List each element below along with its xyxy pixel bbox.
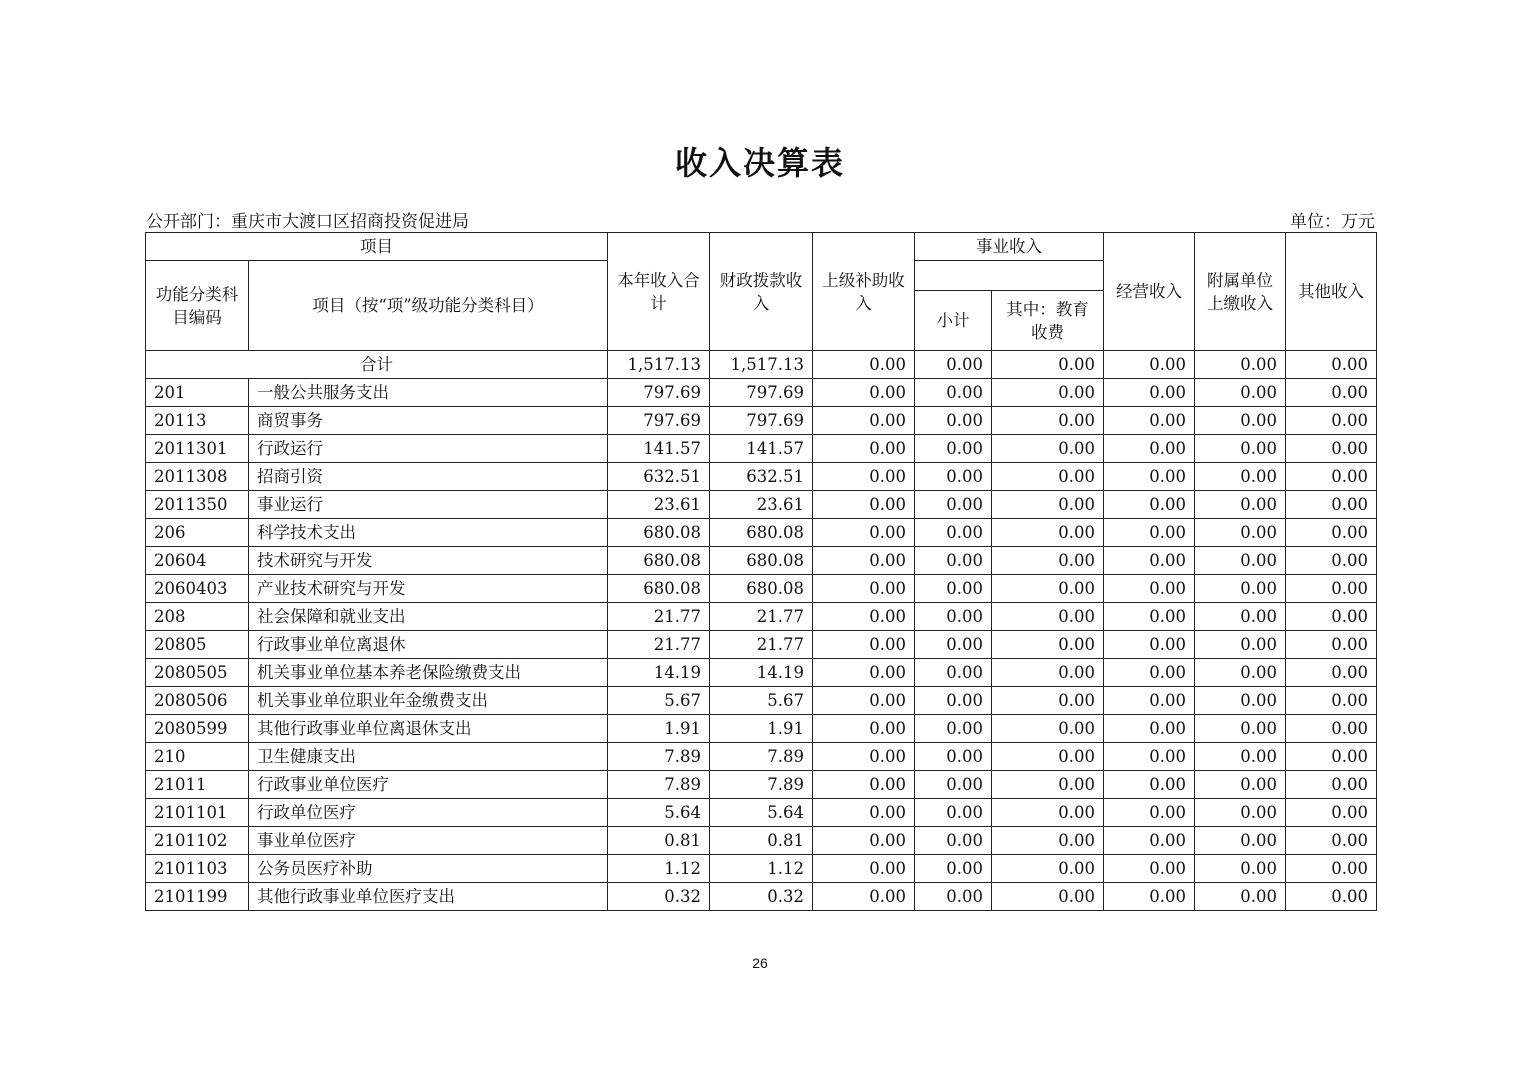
- row-value: 0.00: [992, 799, 1104, 827]
- row-value: 0.00: [1195, 491, 1286, 519]
- row-name: 一般公共服务支出: [249, 379, 608, 407]
- row-value: 0.00: [813, 799, 915, 827]
- row-value: 0.00: [813, 407, 915, 435]
- row-value: 0.00: [813, 631, 915, 659]
- row-value: 0.00: [1195, 407, 1286, 435]
- row-name: 其他行政事业单位医疗支出: [249, 883, 608, 911]
- row-value: 0.00: [992, 743, 1104, 771]
- total-value: 0.00: [1286, 351, 1377, 379]
- row-value: 1.91: [608, 715, 710, 743]
- row-value: 0.81: [710, 827, 813, 855]
- row-value: 797.69: [710, 407, 813, 435]
- table-row: [146, 519, 1377, 547]
- row-code: 2011301: [146, 435, 249, 463]
- row-value: 7.89: [710, 771, 813, 799]
- row-value: 0.00: [915, 743, 992, 771]
- row-value: 0.00: [1104, 827, 1195, 855]
- row-value: 21.77: [710, 631, 813, 659]
- row-value: 1.91: [710, 715, 813, 743]
- row-name: 行政事业单位医疗: [249, 771, 608, 799]
- row-value: 0.00: [813, 575, 915, 603]
- row-value: 0.00: [1195, 855, 1286, 883]
- row-code: 2101103: [146, 855, 249, 883]
- table-row: [146, 687, 1377, 715]
- row-value: 680.08: [608, 575, 710, 603]
- row-value: 0.00: [1104, 799, 1195, 827]
- row-value: 797.69: [608, 379, 710, 407]
- row-value: 0.00: [992, 435, 1104, 463]
- row-value: 141.57: [608, 435, 710, 463]
- department-label: 公开部门：重庆市大渡口区招商投资促进局: [146, 212, 469, 232]
- row-name: 行政事业单位离退休: [249, 631, 608, 659]
- row-value: 0.00: [1286, 519, 1377, 547]
- table-row: [146, 407, 1377, 435]
- row-value: 0.00: [992, 603, 1104, 631]
- row-value: 0.00: [992, 687, 1104, 715]
- row-name: 招商引资: [249, 463, 608, 491]
- row-name: 行政单位医疗: [249, 799, 608, 827]
- row-name: 机关事业单位基本养老保险缴费支出: [249, 659, 608, 687]
- row-code: 2080505: [146, 659, 249, 687]
- table-row: [146, 491, 1377, 519]
- row-value: 0.00: [915, 883, 992, 911]
- row-value: 0.00: [813, 687, 915, 715]
- table-row: [146, 379, 1377, 407]
- header-superior: 上级补助收入: [813, 233, 915, 351]
- row-name: 公务员医疗补助: [249, 855, 608, 883]
- row-value: 0.00: [813, 491, 915, 519]
- total-value: 0.00: [1195, 351, 1286, 379]
- row-value: 0.00: [1104, 575, 1195, 603]
- total-value: 1,517.13: [710, 351, 813, 379]
- row-value: 0.00: [1195, 463, 1286, 491]
- row-value: 0.00: [1286, 547, 1377, 575]
- row-code: 2080599: [146, 715, 249, 743]
- table-row: [146, 883, 1377, 911]
- row-value: 0.81: [608, 827, 710, 855]
- row-value: 1.12: [710, 855, 813, 883]
- row-value: 0.00: [915, 603, 992, 631]
- row-value: 632.51: [608, 463, 710, 491]
- row-value: 0.00: [1286, 883, 1377, 911]
- row-name: 卫生健康支出: [249, 743, 608, 771]
- row-value: 0.00: [1195, 883, 1286, 911]
- row-value: 0.00: [992, 575, 1104, 603]
- row-value: 680.08: [710, 547, 813, 575]
- row-value: 5.64: [608, 799, 710, 827]
- table-row: [146, 547, 1377, 575]
- row-value: 7.89: [608, 743, 710, 771]
- row-name: 科学技术支出: [249, 519, 608, 547]
- total-value: 1,517.13: [608, 351, 710, 379]
- row-value: 0.00: [813, 435, 915, 463]
- row-value: 5.67: [608, 687, 710, 715]
- row-value: 0.00: [1286, 407, 1377, 435]
- row-value: 0.00: [813, 883, 915, 911]
- row-value: 0.00: [1104, 715, 1195, 743]
- row-value: 0.00: [1195, 659, 1286, 687]
- row-code: 208: [146, 603, 249, 631]
- row-code: 206: [146, 519, 249, 547]
- row-code: 2011350: [146, 491, 249, 519]
- page-number: 26: [752, 955, 768, 971]
- row-value: 0.00: [1104, 603, 1195, 631]
- row-value: 0.00: [915, 659, 992, 687]
- row-value: 0.00: [1104, 771, 1195, 799]
- header-business: 事业收入: [915, 233, 1104, 261]
- row-value: 0.00: [992, 407, 1104, 435]
- row-value: 7.89: [710, 743, 813, 771]
- row-value: 0.00: [915, 631, 992, 659]
- row-code: 2101199: [146, 883, 249, 911]
- row-value: 0.00: [813, 743, 915, 771]
- row-value: 0.00: [1195, 743, 1286, 771]
- table-row: [146, 743, 1377, 771]
- row-value: 0.00: [992, 491, 1104, 519]
- table-row: [146, 463, 1377, 491]
- row-value: 632.51: [710, 463, 813, 491]
- row-value: 0.00: [915, 407, 992, 435]
- header-operating: 经营收入: [1104, 233, 1195, 351]
- header-fiscal: 财政拨款收入: [710, 233, 813, 351]
- row-value: 0.00: [1195, 799, 1286, 827]
- row-code: 20604: [146, 547, 249, 575]
- row-value: 0.00: [813, 827, 915, 855]
- row-value: 0.00: [1195, 435, 1286, 463]
- row-value: 0.00: [915, 687, 992, 715]
- row-value: 0.00: [1104, 883, 1195, 911]
- row-value: 0.00: [992, 379, 1104, 407]
- total-value: 0.00: [1104, 351, 1195, 379]
- row-value: 0.00: [1286, 827, 1377, 855]
- row-value: 0.00: [1104, 491, 1195, 519]
- row-value: 7.89: [608, 771, 710, 799]
- row-code: 201: [146, 379, 249, 407]
- row-name: 社会保障和就业支出: [249, 603, 608, 631]
- row-value: 0.00: [1195, 603, 1286, 631]
- table-row: [146, 659, 1377, 687]
- header-project: 项目: [146, 233, 608, 261]
- header-code: 功能分类科目编码: [146, 261, 249, 351]
- header-total-income: 本年收入合计: [608, 233, 710, 351]
- row-value: 0.00: [915, 547, 992, 575]
- row-name: 技术研究与开发: [249, 547, 608, 575]
- row-value: 1.12: [608, 855, 710, 883]
- row-value: 0.00: [813, 771, 915, 799]
- row-value: 0.00: [1286, 715, 1377, 743]
- row-name: 行政运行: [249, 435, 608, 463]
- row-value: 680.08: [608, 547, 710, 575]
- row-value: 0.00: [1286, 659, 1377, 687]
- table-row: [146, 631, 1377, 659]
- total-value: 0.00: [992, 351, 1104, 379]
- row-value: 0.00: [1195, 379, 1286, 407]
- table-row: [146, 603, 1377, 631]
- income-table: [145, 232, 1377, 911]
- row-value: 5.67: [710, 687, 813, 715]
- row-code: 21011: [146, 771, 249, 799]
- row-value: 0.00: [1286, 799, 1377, 827]
- row-value: 0.00: [915, 827, 992, 855]
- total-row: [146, 351, 1377, 379]
- row-value: 0.00: [1195, 519, 1286, 547]
- row-value: 0.00: [992, 631, 1104, 659]
- row-name: 事业单位医疗: [249, 827, 608, 855]
- row-name: 商贸事务: [249, 407, 608, 435]
- total-value: 0.00: [915, 351, 992, 379]
- row-value: 0.00: [992, 547, 1104, 575]
- row-value: 0.00: [992, 827, 1104, 855]
- table-row: [146, 435, 1377, 463]
- row-value: 680.08: [608, 519, 710, 547]
- row-value: 0.00: [992, 463, 1104, 491]
- row-value: 0.00: [1195, 771, 1286, 799]
- row-value: 0.00: [1104, 687, 1195, 715]
- row-value: 0.00: [1286, 631, 1377, 659]
- row-value: 0.00: [915, 575, 992, 603]
- row-value: 680.08: [710, 575, 813, 603]
- row-value: 0.00: [1195, 687, 1286, 715]
- row-value: 0.00: [915, 771, 992, 799]
- row-value: 0.00: [915, 519, 992, 547]
- row-value: 0.00: [1104, 407, 1195, 435]
- row-code: 20805: [146, 631, 249, 659]
- row-value: 0.00: [813, 519, 915, 547]
- row-value: 0.00: [813, 547, 915, 575]
- row-value: 0.00: [1286, 743, 1377, 771]
- table-row: [146, 855, 1377, 883]
- row-value: 0.00: [1104, 855, 1195, 883]
- row-value: 0.00: [915, 799, 992, 827]
- row-value: 141.57: [710, 435, 813, 463]
- row-value: 0.00: [1286, 435, 1377, 463]
- row-code: 2101101: [146, 799, 249, 827]
- row-value: 0.32: [608, 883, 710, 911]
- header-education: 其中：教育收费: [992, 291, 1104, 351]
- table-row: [146, 715, 1377, 743]
- row-value: 0.00: [1286, 771, 1377, 799]
- row-value: 23.61: [608, 491, 710, 519]
- row-value: 0.00: [1286, 463, 1377, 491]
- row-value: 0.00: [1286, 603, 1377, 631]
- header-subtotal: 小计: [915, 291, 992, 351]
- header-affiliated: 附属单位上缴收入: [1195, 233, 1286, 351]
- row-value: 0.00: [1286, 491, 1377, 519]
- row-value: 0.00: [915, 463, 992, 491]
- row-value: 0.00: [813, 463, 915, 491]
- row-value: 0.00: [1104, 463, 1195, 491]
- row-value: 21.77: [710, 603, 813, 631]
- row-code: 20113: [146, 407, 249, 435]
- row-value: 0.00: [1104, 631, 1195, 659]
- row-value: 0.00: [992, 715, 1104, 743]
- row-value: 0.00: [1286, 687, 1377, 715]
- row-value: 0.00: [915, 715, 992, 743]
- row-value: 5.64: [710, 799, 813, 827]
- row-value: 0.00: [992, 883, 1104, 911]
- row-value: 0.00: [992, 519, 1104, 547]
- row-value: 0.00: [813, 715, 915, 743]
- row-value: 0.00: [915, 491, 992, 519]
- row-value: 0.00: [1286, 855, 1377, 883]
- total-label: 合计: [146, 351, 608, 379]
- row-value: 0.00: [992, 659, 1104, 687]
- row-name: 机关事业单位职业年金缴费支出: [249, 687, 608, 715]
- row-code: 2060403: [146, 575, 249, 603]
- row-value: 0.00: [1104, 659, 1195, 687]
- row-value: 0.00: [915, 435, 992, 463]
- table-row: [146, 827, 1377, 855]
- row-name: 其他行政事业单位离退休支出: [249, 715, 608, 743]
- row-value: 0.00: [992, 771, 1104, 799]
- row-value: 0.00: [813, 855, 915, 883]
- row-value: 0.00: [813, 603, 915, 631]
- row-value: 0.00: [1104, 519, 1195, 547]
- row-value: 797.69: [710, 379, 813, 407]
- row-value: 0.00: [1195, 715, 1286, 743]
- row-value: 0.00: [813, 379, 915, 407]
- row-name: 事业运行: [249, 491, 608, 519]
- row-value: 0.00: [1104, 743, 1195, 771]
- table-row: [146, 799, 1377, 827]
- row-value: 21.77: [608, 603, 710, 631]
- row-code: 210: [146, 743, 249, 771]
- table-row: [146, 575, 1377, 603]
- row-value: 0.00: [1104, 547, 1195, 575]
- header-other: 其他收入: [1286, 233, 1377, 351]
- row-value: 0.00: [1195, 547, 1286, 575]
- row-value: 0.00: [1195, 631, 1286, 659]
- header-item: 项目（按“项”级功能分类科目）: [249, 261, 608, 351]
- row-value: 14.19: [608, 659, 710, 687]
- row-value: 0.00: [813, 659, 915, 687]
- row-value: 0.00: [1104, 435, 1195, 463]
- row-value: 14.19: [710, 659, 813, 687]
- row-value: 0.00: [915, 855, 992, 883]
- row-value: 21.77: [608, 631, 710, 659]
- row-value: 0.00: [992, 855, 1104, 883]
- row-code: 2101102: [146, 827, 249, 855]
- row-value: 0.00: [1286, 575, 1377, 603]
- row-value: 0.00: [1286, 379, 1377, 407]
- unit-label: 单位：万元: [1290, 212, 1375, 232]
- row-code: 2080506: [146, 687, 249, 715]
- page-title: 收入决算表: [674, 144, 845, 182]
- row-value: 0.00: [1104, 379, 1195, 407]
- row-value: 0.00: [1195, 827, 1286, 855]
- row-value: 0.00: [1195, 575, 1286, 603]
- row-value: 680.08: [710, 519, 813, 547]
- row-name: 产业技术研究与开发: [249, 575, 608, 603]
- row-code: 2011308: [146, 463, 249, 491]
- row-value: 797.69: [608, 407, 710, 435]
- row-value: 0.32: [710, 883, 813, 911]
- row-value: 0.00: [915, 379, 992, 407]
- total-value: 0.00: [813, 351, 915, 379]
- row-value: 23.61: [710, 491, 813, 519]
- table-row: [146, 771, 1377, 799]
